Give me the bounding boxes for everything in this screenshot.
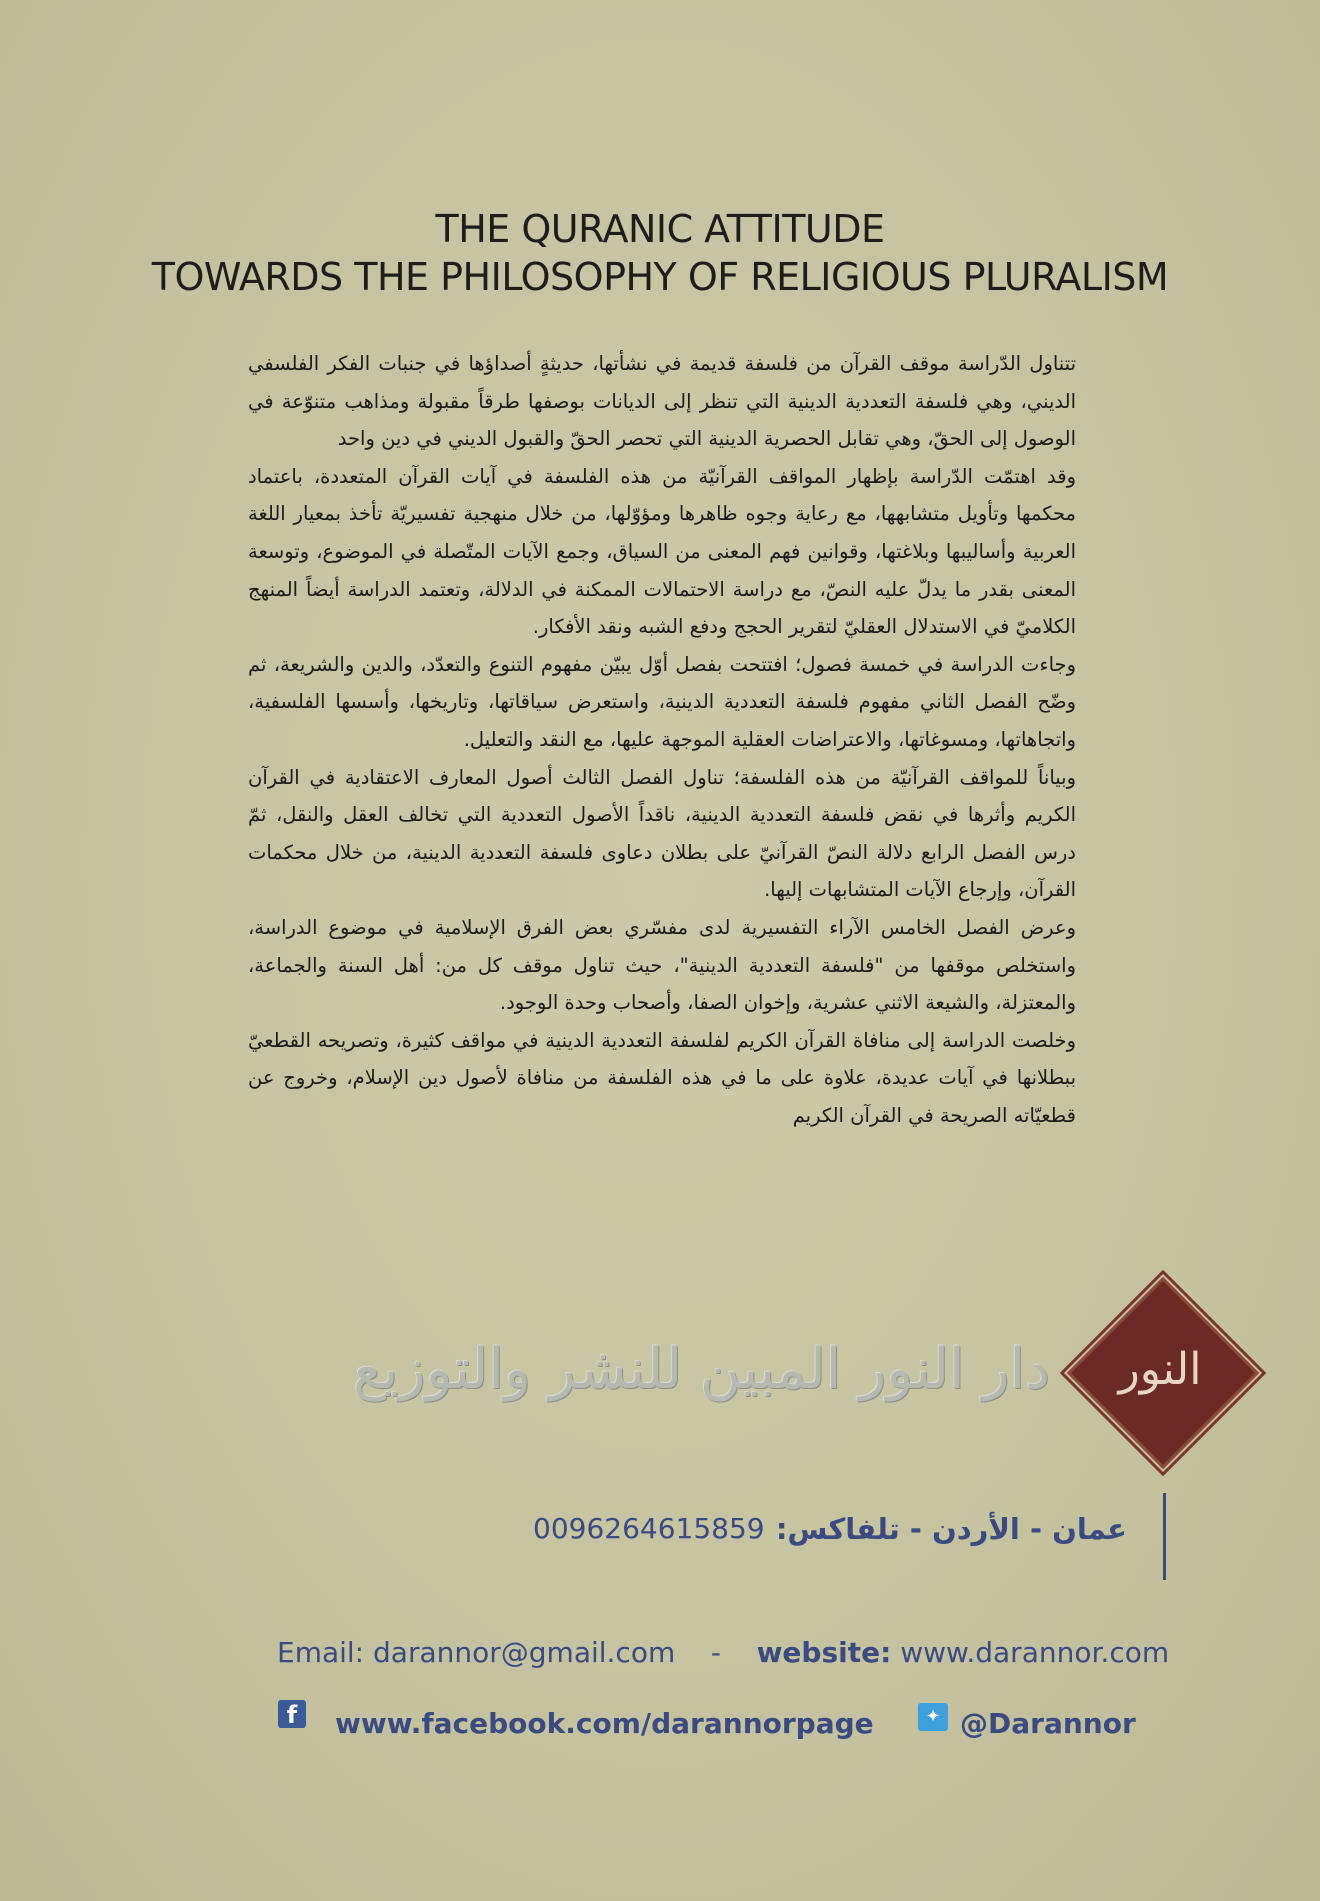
paragraph-5: وعرض الفصل الخامس الآراء التفسيرية لدى مفسّري بعض الفرق الإسلامية في موضوع الدراسة، واستخلص موقفها من "فلسفة التعددية الدينية"، حيث تناول موقف كل من: أهل السنة والجماعة، والمعتزلة، والشيعة الاثني عشرية، وإخوان الصفا، وأصحاب وحدة الوجود.: [248, 915, 1076, 1015]
website-label: website:: [756, 1636, 892, 1669]
title-line-2: TOWARDS THE PHILOSOPHY OF RELIGIOUS PLURALISM: [151, 255, 1169, 299]
twitter-icon[interactable]: ✦: [918, 1703, 948, 1731]
arabic-body: [248, 345, 1076, 1134]
facebook-link[interactable]: www.facebook.com/darannorpage: [335, 1707, 874, 1740]
paragraph-3: وجاءت الدراسة في خمسة فصول؛ افتتحت بفصل أوّل يبيّن مفهوم التنوع والتعدّد، والدين والشريعة، ثم وضّح الفصل الثاني مفهوم فلسفة التعددية الدينية، واستعرض سياقاتها، وتاريخها، وأسسها الفلسفية، واتجاهاتها، ومسوغاتها، والاعتراضات العقلية الموجهة عليها، مع النقد والتعليل.: [248, 652, 1076, 751]
paragraph-2: وقد اهتمّت الدّراسة بإظهار المواقف القرآنيّة من هذه الفلسفة في آيات القرآن المتعددة، باعتماد محكمها وتأويل متشابهها، مع رعاية وجوه ظاهرها ومؤوّلها، من خلال منهجية تفسيريّة تأخذ بمعيار اللغة العربية وأساليبها وبلاغتها، وقوانين فهم المعنى من السياق، وجمع الآيات المتّصلة في الموضوع، وتوسعة المعنى بقدر ما يدلّ عليه النصّ، مع دراسة الاحتمالات الممكنة في الدلالة، وتعتمد الدراسة أيضاً المنهج الكلاميّ في الاستدلال العقليّ لتقرير الحجج ودفع الشبه ونقد الأفكار.: [248, 464, 1076, 639]
divider: [1163, 1493, 1166, 1580]
separator: -: [710, 1636, 721, 1669]
facebook-icon[interactable]: f: [278, 1700, 306, 1728]
email-link[interactable]: darannor@gmail.com: [373, 1636, 676, 1669]
email-website-line: [277, 1636, 1169, 1669]
twitter-handle[interactable]: @Darannor: [960, 1707, 1136, 1740]
location-label: عمان - الأردن - تلفاكس:: [775, 1512, 1127, 1546]
website-link[interactable]: www.darannor.com: [900, 1636, 1170, 1669]
email-label: Email:: [277, 1636, 365, 1669]
title-line-1: THE QURANIC ATTITUDE: [435, 207, 885, 251]
english-title: [0, 205, 1320, 301]
paragraph-4: وبياناً للمواقف القرآنيّة من هذه الفلسفة؛ تناول الفصل الثالث أصول المعارف الاعتقادية في القرآن الكريم وأثرها في نقض فلسفة التعددية الدينية، ناقداً الأصول التعددية التي تخالف العقل والنقل، ثمّ درس الفصل الرابع دلالة النصّ القرآنيّ على بطلان دعاوى فلسفة التعددية الدينية، من خلال محكمات القرآن، وإرجاع الآيات المتشابهات إليها.: [248, 765, 1076, 902]
phone-number: 0096264615859: [533, 1512, 765, 1545]
paragraph-1: تتناول الدّراسة موقف القرآن من فلسفة قديمة في نشأتها، حديثةٍ أصداؤها في جنبات الفكر الفلسفي الديني، وهي فلسفة التعددية الدينية التي تنظر إلى الديانات بوصفها طرقاً مقبولة ومذاهب متنوّعة في الوصول إلى الحقّ، وهي تقابل الحصرية الدينية التي تحصر الحقّ والقبول الديني في دين واحد: [248, 352, 1076, 451]
paragraph-6: وخلصت الدراسة إلى منافاة القرآن الكريم لفلسفة التعددية الدينية في مواقف كثيرة، وتصريحه القطعيّ ببطلانها في آيات عديدة، علاوة على ما في هذه الفلسفة من منافاة لأصول دين الإسلام، وخروج عن قطعيّاته الصريحة في القرآن الكريم: [248, 1028, 1076, 1127]
publisher-name: دار النور المبين للنشر والتوزيع: [353, 1337, 1050, 1402]
publisher-logo-text: النور: [1118, 1344, 1202, 1395]
